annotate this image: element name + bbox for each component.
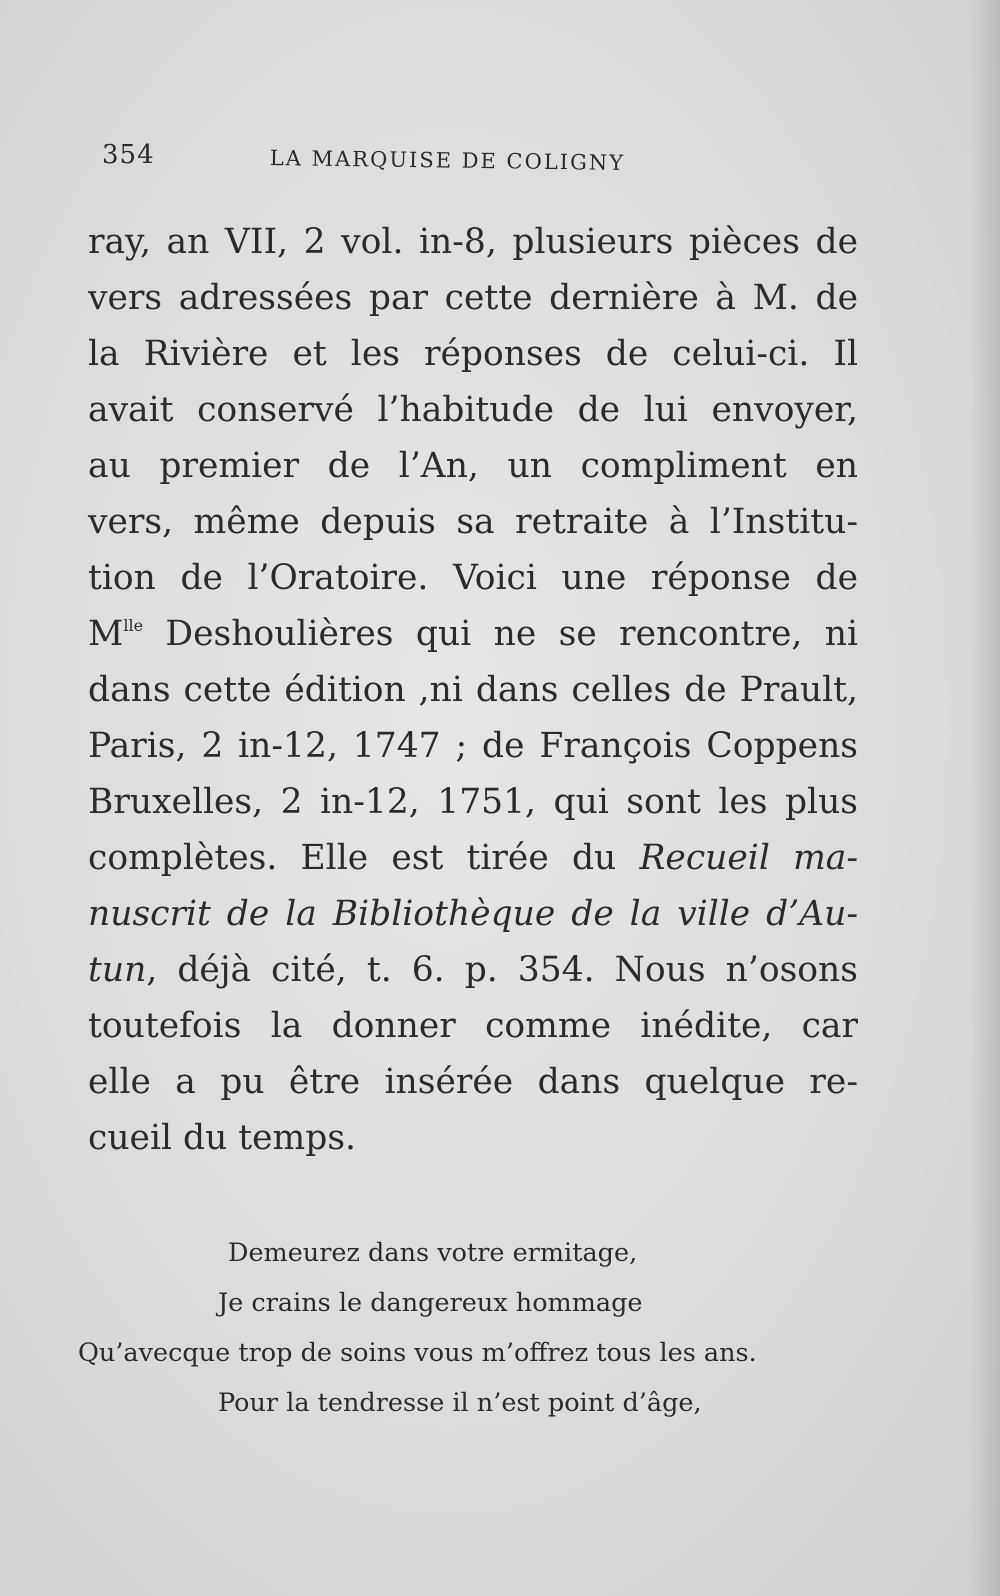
running-title: LA MARQUISE DE COLIGNY xyxy=(269,146,626,175)
abbrev-m: M xyxy=(88,614,124,654)
text-line-italic: nuscrit de la Bibliothèque de la ville d’Au- xyxy=(88,894,858,934)
text-line: la Rivière et les réponses de celui-ci. Il xyxy=(88,334,858,374)
text-line: tion de l’Oratoire. Voici une réponse de xyxy=(88,558,858,598)
text-line: elle a pu être insérée dans quelque re- xyxy=(88,1062,858,1102)
text-segment: complètes. Elle est tirée du xyxy=(88,838,640,878)
superscript-lle: lle xyxy=(123,616,144,635)
text-line xyxy=(88,606,858,662)
verse-line: Je crains le dangereux hommage xyxy=(218,1288,643,1318)
text-line: toutefois la donner comme inédite, car xyxy=(88,1006,858,1046)
text-line: dans cette édition ,ni dans celles de Prault, xyxy=(88,670,858,710)
text-line: Bruxelles, 2 in-12, 1751, qui sont les plus xyxy=(88,782,858,822)
page-header xyxy=(102,140,692,180)
italic-title-segment: Recueil ma- xyxy=(639,838,859,878)
text-line: vers adressées par cette dernière à M. de xyxy=(88,278,858,318)
text-segment: Deshoulières qui ne se rencontre, ni xyxy=(143,614,858,654)
text-line: cueil du temps. xyxy=(88,1118,357,1158)
text-line: avait conservé l’habitude de lui envoyer, xyxy=(88,390,858,430)
page-number: 354 xyxy=(102,140,155,170)
text-line: au premier de l’An, un compliment en xyxy=(88,446,858,486)
verse-line: Qu’avecque trop de soins vous m’offrez tous les ans. xyxy=(78,1338,757,1368)
verse-line: Demeurez dans votre ermitage, xyxy=(228,1238,638,1268)
text-line xyxy=(88,942,858,998)
body-paragraph xyxy=(88,214,858,1166)
italic-title-segment: tun xyxy=(88,950,147,990)
verse-block xyxy=(78,1228,878,1428)
text-line xyxy=(88,830,858,886)
verse-line: Pour la tendresse il n’est point d’âge, xyxy=(218,1388,702,1418)
text-line: vers, même depuis sa retraite à l’Institu- xyxy=(88,502,858,542)
text-line: Paris, 2 in-12, 1747 ; de François Coppens xyxy=(88,726,858,766)
text-segment: , déjà cité, t. 6. p. 354. Nous n’osons xyxy=(146,950,858,990)
text-line: ray, an VII, 2 vol. in-8, plusieurs pièces de xyxy=(88,222,858,262)
